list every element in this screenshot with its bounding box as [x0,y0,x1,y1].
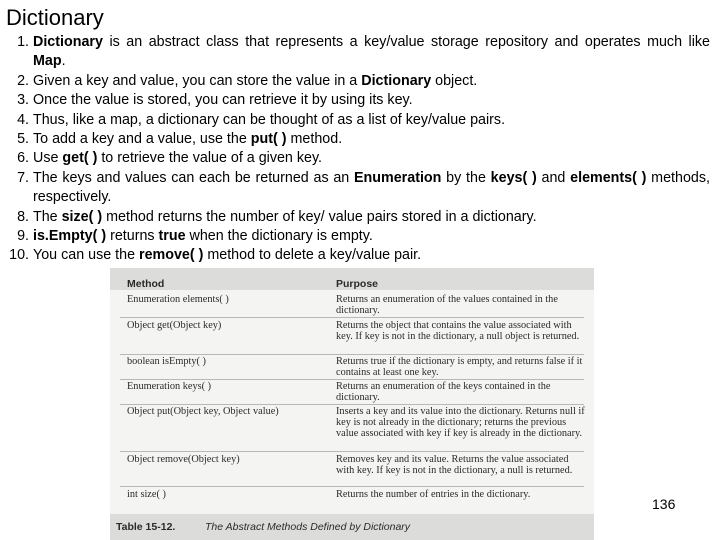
bold-term: elements( ) [570,169,647,186]
purpose-cell: Returns true if the dictionary is empty, and returns false if it contains at least one key. [336,356,583,379]
item-text: To add a key and a value, use the put( ) method. [33,131,343,148]
row-divider [120,354,584,355]
method-cell: int size( ) [127,489,166,500]
bold-term: Map [33,53,62,70]
list-item [0,72,716,91]
list-item [0,33,716,72]
method-cell: Enumeration elements( ) [127,294,229,305]
bold-term: true [158,228,186,245]
row-divider [120,317,584,318]
list-item [0,227,716,246]
page-title: Dictionary [6,5,104,30]
list-item [0,169,716,208]
list-item [0,130,716,149]
table-header [110,268,594,290]
item-number: 8. [17,208,29,225]
item-text: You can use the remove( ) method to delete a key/value pair. [33,247,422,264]
caption-label: Table 15-12. [116,521,176,533]
item-number: 3. [17,92,29,109]
item-text: Thus, like a map, a dictionary can be thought of as a list of key/value pairs. [33,111,506,128]
caption-text: The Abstract Methods Defined by Dictionary [205,521,411,533]
list-item [0,149,716,168]
bold-term: remove( ) [139,247,204,264]
purpose-cell: Returns an enumeration of the keys contained in the dictionary. [336,381,551,404]
bold-term: get( ) [62,150,98,167]
bold-term: size( ) [61,208,103,225]
purpose-cell: Returns the number of entries in the dictionary. [336,489,531,500]
bold-term: Dictionary [361,72,432,89]
method-cell: Object get(Object key) [127,320,222,331]
purpose-cell: Removes key and its value. Returns the value associated with key. If key is not in the dictionary, a null is returned. [336,454,573,477]
list-item [0,91,716,110]
bold-term: keys( ) [490,169,537,186]
item-text: is.Empty( ) returns true when the dictionary is empty. [33,228,373,245]
bold-term: is.Empty( ) [33,228,107,245]
item-text: Once the value is stored, you can retrieve it by using its key. [33,92,413,109]
item-number: 10. [9,247,29,264]
list-item [0,111,716,130]
method-cell: boolean isEmpty( ) [127,356,206,367]
bold-term: Enumeration [354,169,442,186]
list-item [0,208,716,227]
item-number: 2. [17,72,29,89]
table-caption [110,514,594,540]
bold-term: put( ) [250,131,287,148]
purpose-cell: Returns the object that contains the value associated with key. If key is not in the dictionary, a null object is returned. [336,320,580,343]
method-cell: Object put(Object key, Object value) [127,406,279,417]
row-divider [120,379,584,380]
item-text: The size( ) method returns the number of key/ value pairs stored in a dictionary. [33,208,537,225]
purpose-cell: Inserts a key and its value into the dictionary. Returns null if key is not already in the dictionary; returns the previous value associated with key if key is already in the dictionary. [336,406,585,440]
page-number: 136 [652,496,676,512]
row-divider [120,451,584,452]
item-number: 5. [17,131,29,148]
method-cell: Enumeration keys( ) [127,381,212,392]
row-divider [120,404,584,405]
item-number: 4. [17,111,29,128]
item-text: The keys and values can each be returned as an Enumeration by the keys( ) and elements( ) methods, respectively. [33,169,710,206]
methods-table-image [110,268,594,540]
item-number: 9. [17,228,29,245]
item-number: 6. [17,150,29,167]
item-number: 1. [17,34,29,50]
bold-term: Dictionary [33,34,103,50]
item-text: Given a key and value, you can store the value in a Dictionary object. [33,72,478,89]
list-item [0,246,716,265]
item-text: Dictionary is an abstract class that represents a key/value storage repository and operates much like Map. [33,34,710,70]
header-purpose: Purpose [336,278,379,290]
header-method: Method [127,278,165,290]
purpose-cell: Returns an enumeration of the values contained in the dictionary. [336,294,558,317]
row-divider [120,486,584,487]
item-number: 7. [17,169,29,186]
point-list [0,33,716,266]
item-text: Use get( ) to retrieve the value of a given key. [33,150,322,167]
method-cell: Object remove(Object key) [127,454,240,465]
